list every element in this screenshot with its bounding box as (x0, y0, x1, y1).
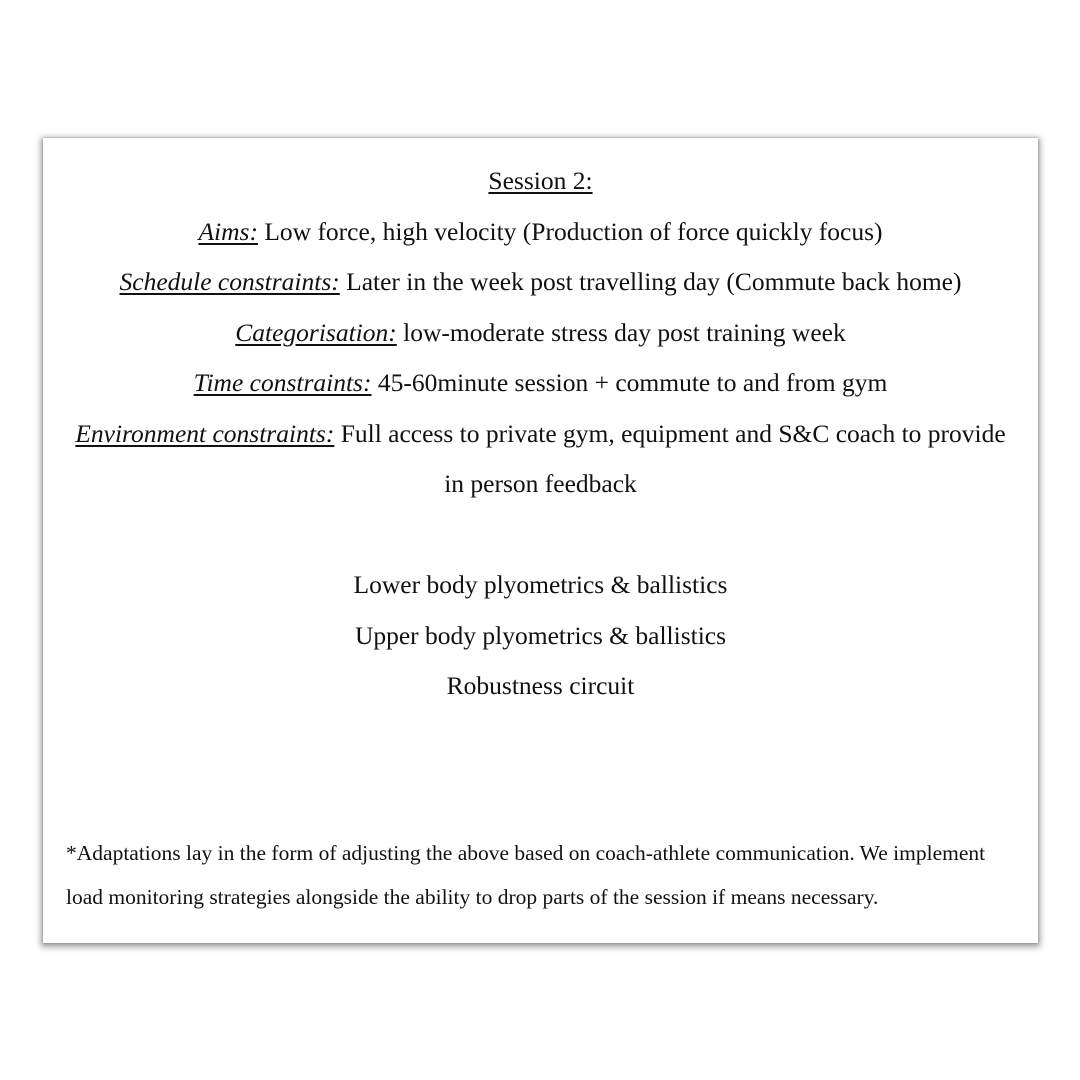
document-page (43, 138, 1038, 943)
environment-text: Full access to private gym, equipment and S&C coach to provide in person feedback (334, 418, 1006, 498)
component-item: Upper body plyometrics & ballistics (354, 620, 727, 650)
session-title: Session 2: (488, 166, 593, 195)
session-details (67, 138, 1014, 510)
time-label: Time constraints: (193, 368, 372, 397)
time-line (67, 358, 1014, 409)
session-components (67, 560, 1014, 712)
categorisation-label: Categorisation: (235, 317, 397, 347)
component-item: Lower body plyometrics & ballistics (353, 570, 728, 599)
spacer (67, 510, 1014, 561)
schedule-label: Schedule constraints: (119, 267, 340, 296)
time-text: 45-60minute session + commute to and from gym (371, 368, 888, 397)
environment-line (67, 409, 1014, 510)
component-item: Robustness circuit (446, 671, 635, 700)
environment-label: Environment constraints: (75, 418, 335, 448)
categorisation-line (67, 308, 1014, 359)
aims-label: Aims: (198, 216, 258, 246)
categorisation-text: low-moderate stress day post training week (396, 317, 846, 347)
aims-text: Low force, high velocity (Production of force quickly focus) (257, 216, 883, 246)
aims-line (67, 207, 1014, 258)
adaptations-note: *Adaptations lay in the form of adjusting the above based on coach-athlete communication. We implement load monitoring strategies alongside the ability to drop parts of the session if means necessary. (66, 840, 986, 909)
schedule-text: Later in the week post travelling day (Commute back home) (339, 267, 962, 296)
session-title-line (67, 156, 1014, 207)
schedule-line (67, 257, 1014, 308)
